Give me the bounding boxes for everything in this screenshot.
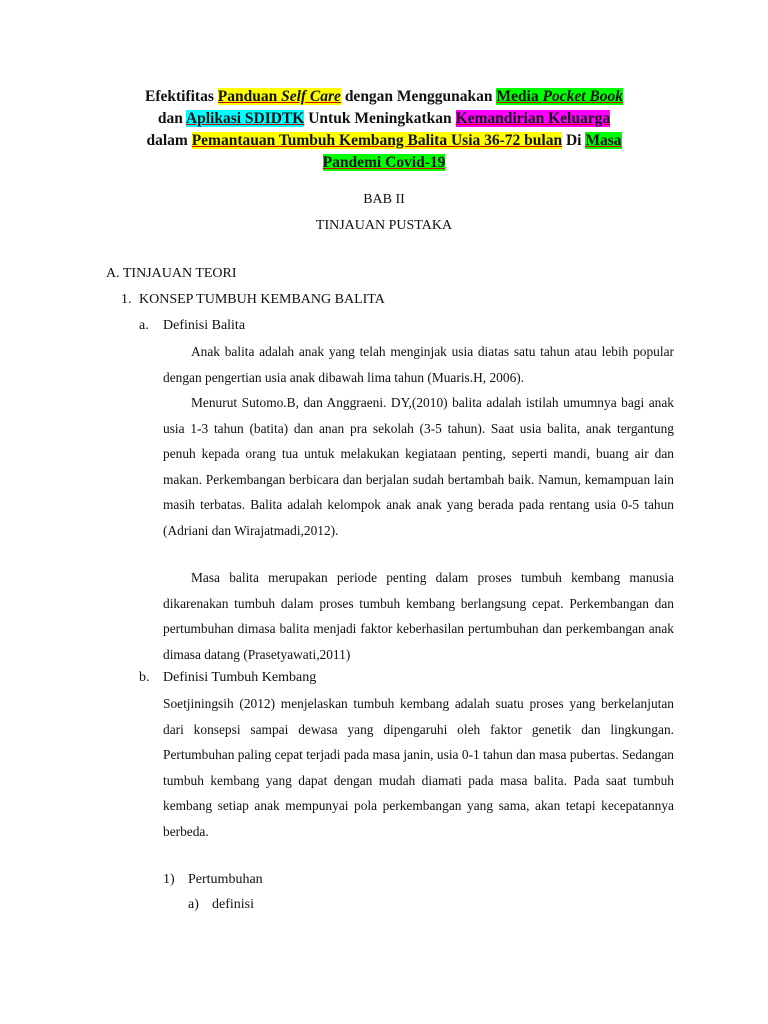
list-number: a) bbox=[188, 897, 199, 912]
section-heading: A. TINJAUAN TEORI bbox=[106, 266, 237, 281]
paragraph: Masa balita merupakan periode penting dalam proses tumbuh kembang manusia dikarenakan tumbuh dalam proses tumbuh kembang berlangsung cepat. Perkembangan dan pertumbuhan dimasa balita menjadi faktor keberhasilan pertumbuhan dan perkembangan anak dimasa datang (Prasetyawati,2011) bbox=[163, 570, 674, 662]
title-highlight-green: Pandemi Covid-19 bbox=[322, 154, 446, 171]
title-highlight-green: Media bbox=[496, 88, 543, 105]
document-title bbox=[100, 86, 668, 174]
title-highlight-cyan: Aplikasi SDIDTK bbox=[185, 110, 305, 127]
item-heading: Definisi Balita bbox=[163, 318, 246, 333]
list-item: definisi bbox=[212, 897, 254, 912]
title-highlight-yellow: Pemantauan Tumbuh Kembang Balita Usia 36-72 bulan bbox=[191, 132, 563, 149]
title-line-3 bbox=[100, 130, 668, 152]
title-text: dalam bbox=[146, 132, 192, 149]
item-heading: Definisi Tumbuh Kembang bbox=[163, 670, 317, 685]
title-highlight-green: Masa bbox=[585, 132, 622, 149]
title-highlight-green-italic: Pocket Book bbox=[542, 88, 623, 105]
title-line-2 bbox=[100, 108, 668, 130]
subsection-heading: KONSEP TUMBUH KEMBANG BALITA bbox=[139, 292, 385, 307]
chapter-title: TINJAUAN PUSTAKA bbox=[315, 218, 453, 233]
title-text: Untuk Meningkatkan bbox=[304, 110, 456, 127]
list-item: Pertumbuhan bbox=[188, 872, 263, 887]
item-label: a. bbox=[139, 318, 149, 333]
chapter-number: BAB II bbox=[363, 192, 405, 207]
title-text: Efektifitas bbox=[145, 88, 218, 105]
subsection-number: 1. bbox=[121, 292, 132, 307]
list-number: 1) bbox=[163, 872, 175, 887]
title-line-1 bbox=[100, 86, 668, 108]
paragraph: Soetjiningsih (2012) menjelaskan tumbuh kembang adalah suatu proses yang berkelanjutan dari konsepsi sampai dewasa yang dipengaruhi oleh faktor genetik dan lingkungan. Pertumbuhan paling cepat terjadi pada masa janin, usia 0-1 tahun dan masa pubertas. Sedangan tumbuh kembang yang dapat dengan mudah diamati pada masa balita. Pada saat tumbuh kembang setiap anak mempunyai pola perkembangan yang sama, akan tetapi kecepatannya berbeda. bbox=[163, 696, 674, 839]
title-text: dan bbox=[157, 110, 186, 127]
title-text: dengan Menggunakan bbox=[340, 88, 497, 105]
title-highlight-yellow: Panduan bbox=[217, 88, 282, 105]
title-highlight-yellow-italic: Self Care bbox=[281, 88, 341, 105]
item-label: b. bbox=[139, 670, 150, 685]
title-line-4 bbox=[100, 152, 668, 174]
title-text: Di bbox=[562, 132, 586, 149]
paragraph: Menurut Sutomo.B, dan Anggraeni. DY,(2010) balita adalah istilah umumnya bagi anak usia 1-3 tahun (batita) dan anan pra sekolah (3-5 tahun). Saat usia balita, anak tergantung penuh kepada orang tua untuk melakukan kegiataan penting, seperti mandi, buang air dan makan. Perkembangan berbicara dan berjalan sudah bertambah baik. Namun, kemampuan lain masih terbatas. Balita adalah kelompok anak anak yang berada pada rentang usia 0-5 tahun (Adriani dan Wirajatmadi,2012). bbox=[163, 395, 674, 538]
paragraph: Anak balita adalah anak yang telah menginjak usia diatas satu tahun atau lebih popular dengan pengertian usia anak dibawah lima tahun (Muaris.H, 2006). bbox=[163, 344, 674, 385]
title-highlight-magenta: Kemandirian Keluarga bbox=[455, 110, 611, 127]
